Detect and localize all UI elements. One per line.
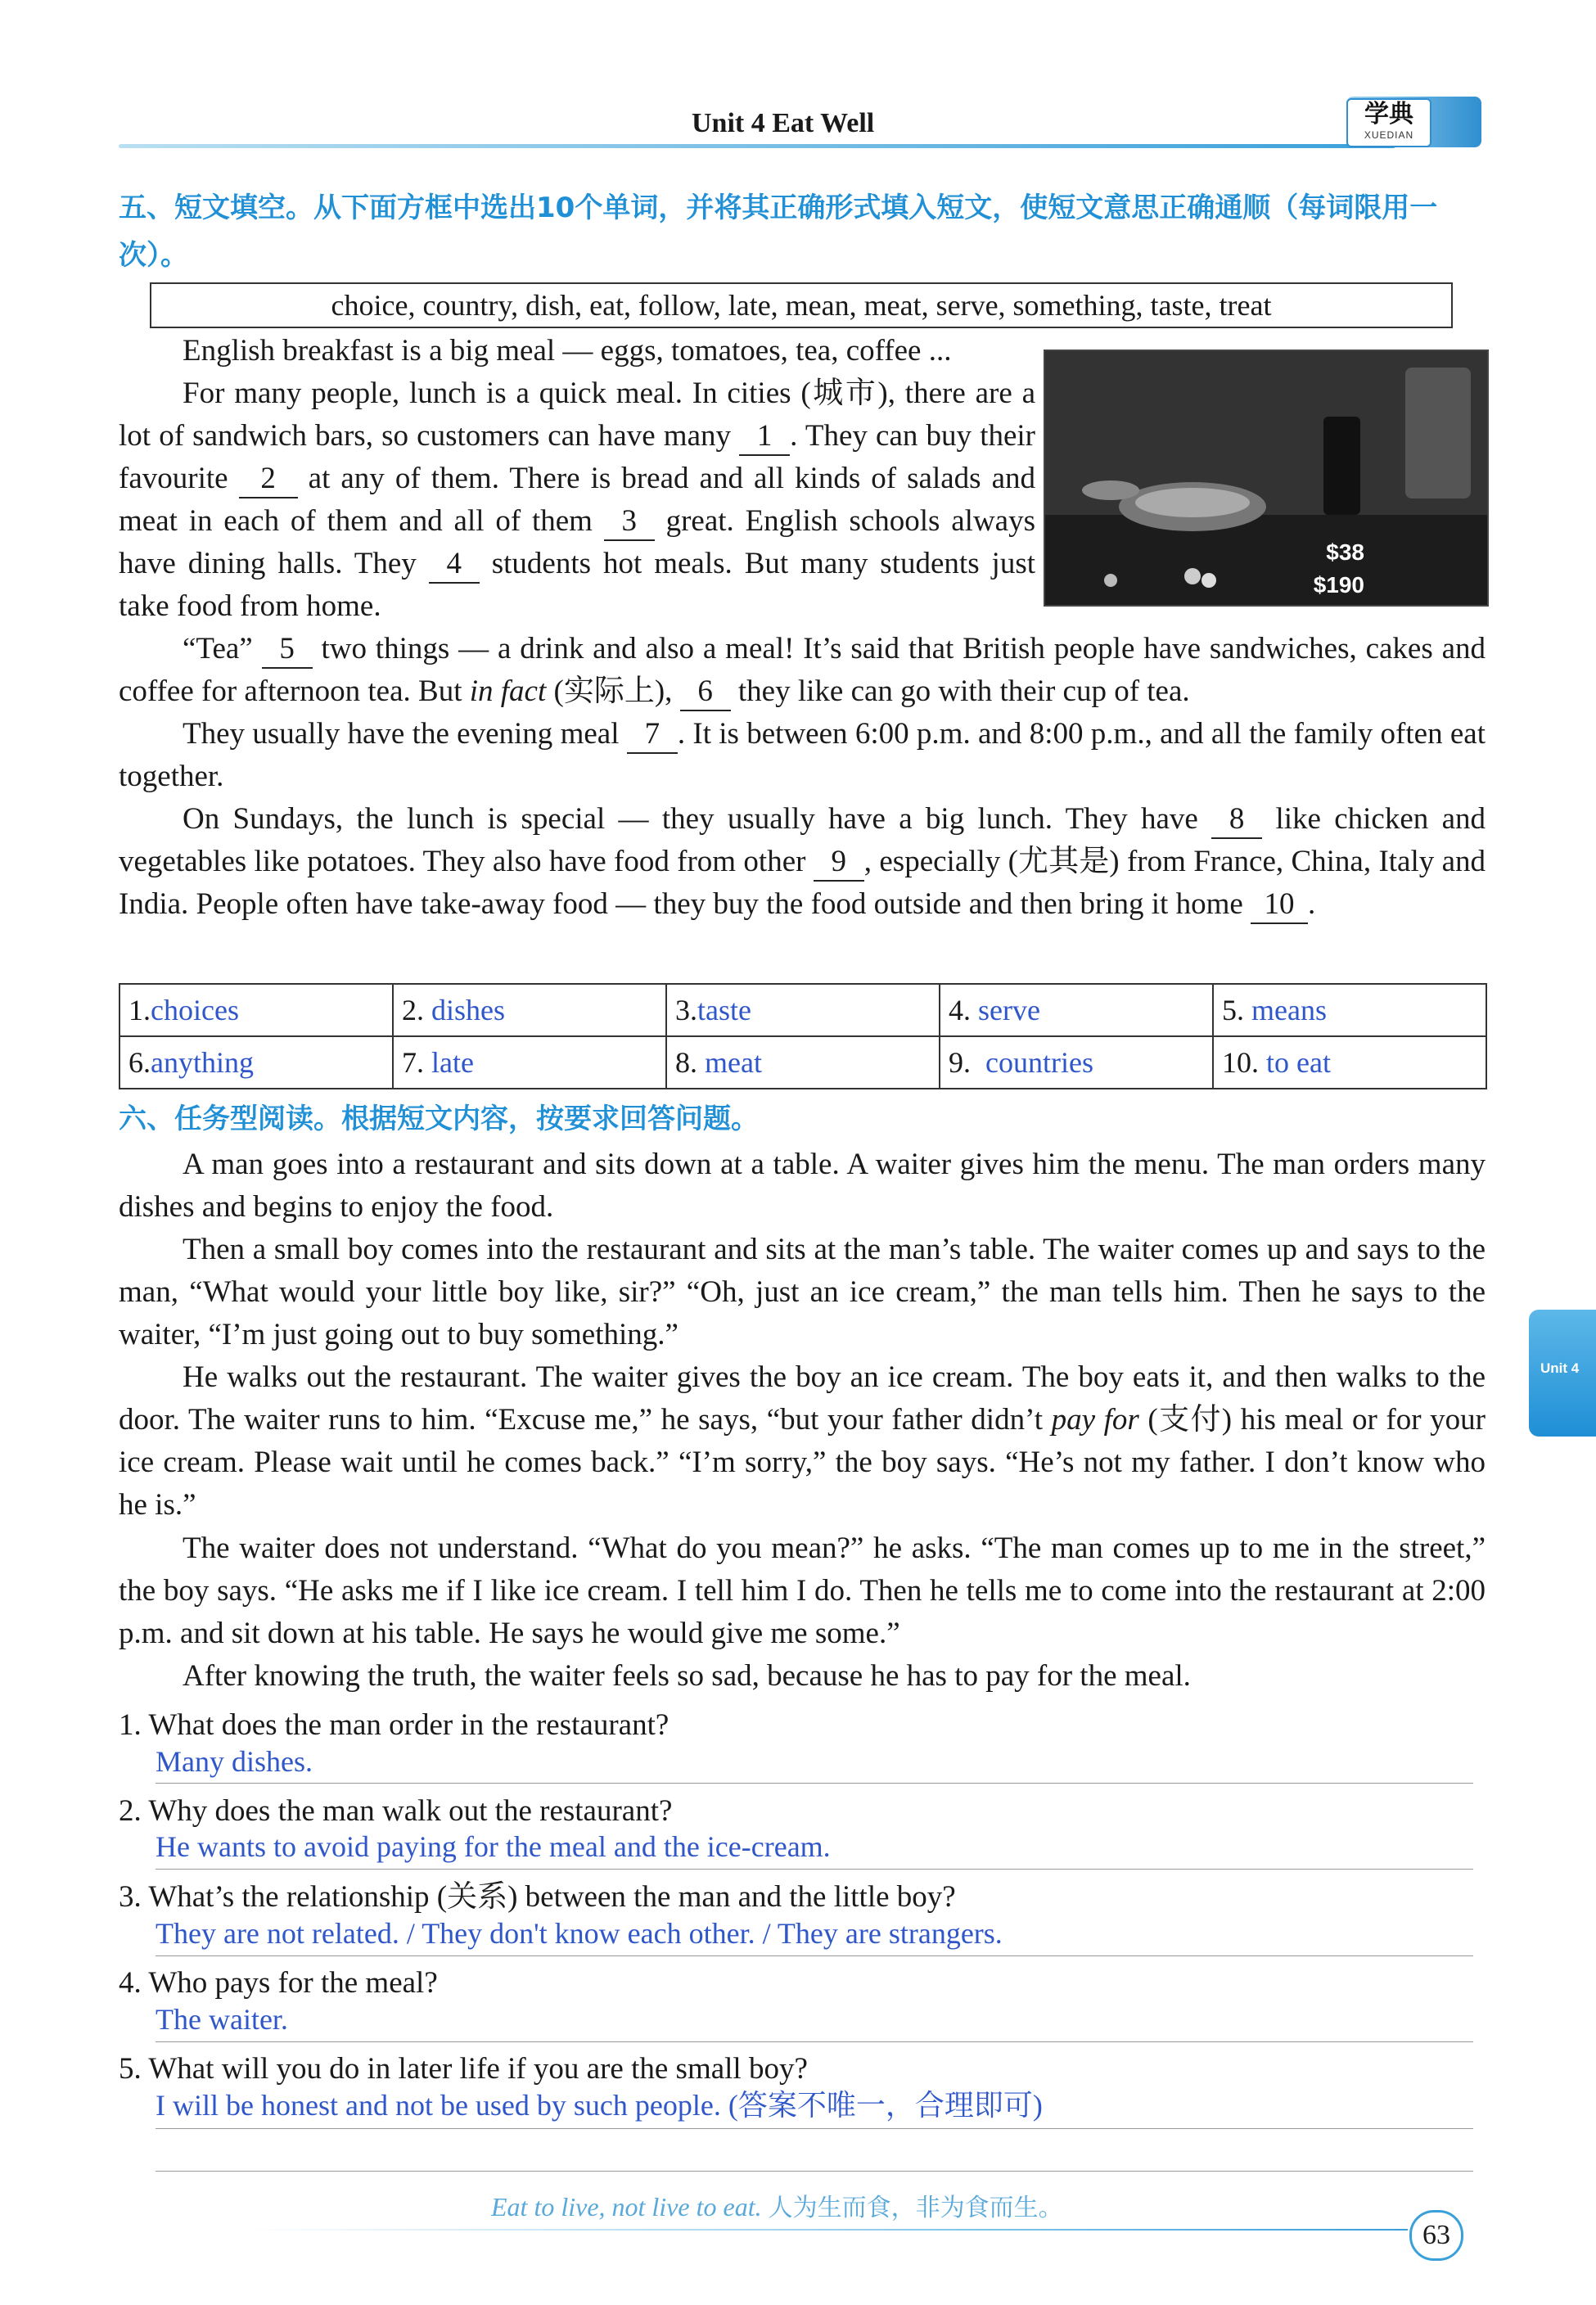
para-text: . They can buy their favourite xyxy=(119,419,1035,495)
answer-line xyxy=(156,1955,1473,1956)
blank-2: 2 xyxy=(239,461,298,498)
answer-text: countries xyxy=(985,1046,1093,1079)
para-text: . It is between 6:00 p.m. and 8:00 p.m., and all the family often eat together. xyxy=(119,717,1486,793)
side-tab-label: Unit 4 xyxy=(1540,1360,1580,1376)
para-text: Then a small boy comes into the restaurant and sits at the man’s table. The waiter comes up and says to the man, “What would your little boy like, sir?” “Oh, just an ice cream,” the man tells him. Then he says to the waiter, “I’m just going out to buy something.” xyxy=(119,1233,1486,1351)
word-box: choice, country, dish, eat, follow, late, mean, meat, serve, something, taste, treat xyxy=(150,282,1453,328)
passage5-para1 xyxy=(119,330,1035,372)
answer-line xyxy=(156,2171,1473,2172)
answer-row xyxy=(119,984,1486,1036)
answer-text: dishes xyxy=(431,994,505,1026)
passage6-para5 xyxy=(119,1655,1486,1698)
price-label-1: $38 xyxy=(1326,539,1364,565)
answer-text: means xyxy=(1251,994,1327,1026)
answer-cell xyxy=(119,1036,393,1089)
publisher-logo xyxy=(1346,98,1431,147)
answer-row xyxy=(119,1036,1486,1089)
answer-num: 7. xyxy=(402,1046,424,1079)
sandwich-bar-photo xyxy=(1044,350,1489,607)
para-text: they like can go with their cup of tea. xyxy=(737,674,1190,708)
answer-text: taste xyxy=(697,994,751,1026)
logo-text-en: XUEDIAN xyxy=(1364,129,1414,141)
section6-title: 六、任务型阅读。根据短文内容，按要求回答问题。 xyxy=(119,1103,759,1135)
para-text: For many people, lunch is a quick meal. In cities (城市), there are a lot of sandwich bars, so customers can have many xyxy=(119,377,1035,453)
answer-line xyxy=(156,2128,1473,2129)
answer-num: 6. xyxy=(128,1046,151,1079)
italic-phrase: in fact xyxy=(469,674,547,708)
question-5: 5. What will you do in later life if you are the small boy? xyxy=(119,2052,808,2086)
answer-text: to eat xyxy=(1266,1046,1331,1079)
passage5-para3 xyxy=(119,628,1486,713)
para-text: (实际上), xyxy=(553,674,673,708)
answer-num: 4. xyxy=(949,994,971,1026)
para-text: like chicken and vegetables like potatoes. They also have food from other xyxy=(119,802,1486,878)
para-text: great. English schools always have dining halls. They xyxy=(119,504,1036,580)
question-3: 3. What’s the relationship (关系) between the man and the little boy? xyxy=(119,1880,956,1914)
unit-title: Unit 4 Eat Well xyxy=(692,108,875,138)
page-number: 63 xyxy=(1409,2210,1463,2261)
para-text: . xyxy=(1308,887,1316,921)
section5-title: 五、短文填空。从下面方框中选出10个单词，并将其正确形式填入短文，使短文意思正确通顺（每词限用一次）。 xyxy=(119,192,1438,272)
question-4: 4. Who pays for the meal? xyxy=(119,1966,438,2000)
answer-cell xyxy=(666,984,940,1036)
header-divider xyxy=(119,144,1395,148)
answer-4: The waiter. xyxy=(156,2003,288,2036)
food-illustration xyxy=(1045,351,1487,605)
answer-cell xyxy=(1213,984,1486,1036)
question-1: 1. What does the man order in the restaurant? xyxy=(119,1708,670,1742)
answer-num: 8. xyxy=(675,1046,697,1079)
passage5-para4 xyxy=(119,713,1486,798)
para-text: After knowing the truth, the waiter feels so sad, because he has to pay for the meal. xyxy=(183,1659,1191,1693)
blank-7: 7 xyxy=(627,716,678,754)
blank-9: 9 xyxy=(814,844,864,882)
answer-5: I will be honest and not be used by such people. (答案不唯一，合理即可) xyxy=(156,2089,1043,2122)
logo-text-cn: 学典 xyxy=(1364,101,1413,128)
answer-line xyxy=(156,1869,1473,1870)
footer-motto xyxy=(491,2187,1063,2223)
motto-cn: 人为生而食，非为食而生。 xyxy=(768,2194,1063,2222)
passage6-para3 xyxy=(119,1356,1486,1527)
blank-10: 10 xyxy=(1251,886,1308,924)
para-text: He walks out the restaurant. The waiter gives the boy an ice cream. The boy eats it, and then walks to the door. The waiter runs to him. “Excuse me,” he says, “but your father didn’t xyxy=(119,1360,1486,1437)
passage6-para2 xyxy=(119,1229,1486,1356)
answer-cell xyxy=(940,1036,1213,1089)
answer-cell xyxy=(393,1036,666,1089)
para-text: A man goes into a restaurant and sits down at a table. A waiter gives him the menu. The man orders many dishes and begins to enjoy the food. xyxy=(119,1148,1486,1224)
para-text: English breakfast is a big meal — eggs, tomatoes, tea, coffee ... xyxy=(183,334,952,368)
answer-text: meat xyxy=(705,1046,762,1079)
answer-line xyxy=(156,2041,1473,2042)
blank-5: 5 xyxy=(262,631,313,669)
answer-1: Many dishes. xyxy=(156,1745,313,1778)
passage6-para1 xyxy=(119,1143,1486,1229)
answer-cell xyxy=(393,984,666,1036)
answer-num: 5. xyxy=(1222,994,1244,1026)
answer-cell xyxy=(666,1036,940,1089)
answer-text: serve xyxy=(978,994,1040,1026)
answer-num: 3. xyxy=(675,994,697,1026)
blank-1: 1 xyxy=(739,418,790,456)
answer-table xyxy=(119,983,1487,1089)
italic-phrase: pay for xyxy=(1051,1403,1139,1437)
answer-num: 2. xyxy=(402,994,424,1026)
blank-6: 6 xyxy=(680,674,731,711)
answer-cell xyxy=(1213,1036,1486,1089)
para-text: , especially (尤其是) from France, China, Italy and India. People often have take-away food — they buy the food outside and then bring it home xyxy=(119,845,1486,921)
page-header xyxy=(119,98,1481,156)
price-label-2: $190 xyxy=(1313,572,1364,598)
para-text: students hot meals. But many students just take food from home. xyxy=(119,547,1036,623)
answer-3: They are not related. / They don't know each other. / They are strangers. xyxy=(156,1917,1003,1950)
motto-en: Eat to live, not live to eat. xyxy=(491,2192,762,2222)
passage5-para2 xyxy=(119,372,1035,628)
para-text: two things — a drink and also a meal! It’s said that British people have sandwiches, cakes and coffee for afternoon tea. But xyxy=(119,632,1486,708)
blank-4: 4 xyxy=(429,546,480,584)
para-text: The waiter does not understand. “What do you mean?” he asks. “The man comes up to me in the street,” the boy says. “He asks me if I like ice cream. I tell him I do. Then he tells me to come into the restaurant at 2:00 p.m. and sit down at his table. He says he would give me some.” xyxy=(119,1531,1486,1650)
answer-line xyxy=(156,1783,1473,1784)
answer-num: 9. xyxy=(949,1046,971,1079)
footer-divider xyxy=(246,2229,1408,2231)
answer-2: He wants to avoid paying for the meal and the ice-cream. xyxy=(156,1830,831,1863)
unit-side-tab xyxy=(1529,1310,1596,1437)
para-text: “Tea” xyxy=(183,632,253,665)
answer-num: 1. xyxy=(128,994,151,1026)
passage6-para4 xyxy=(119,1527,1486,1655)
answer-text: anything xyxy=(151,1046,254,1079)
answer-cell xyxy=(119,984,393,1036)
question-2: 2. Why does the man walk out the restaurant? xyxy=(119,1794,673,1828)
para-text: They usually have the evening meal xyxy=(183,717,620,751)
blank-3: 3 xyxy=(604,503,655,541)
blank-8: 8 xyxy=(1211,801,1262,839)
answer-text: late xyxy=(431,1046,474,1079)
answer-num: 10. xyxy=(1222,1046,1259,1079)
para-text: (支付) his meal or for your ice cream. Please wait until he comes back.” “I’m sorry,” the boy says. “He’s not my father. I don’t know who he is.” xyxy=(119,1403,1486,1522)
passage5-para5 xyxy=(119,798,1486,926)
para-text: On Sundays, the lunch is special — they usually have a big lunch. They have xyxy=(183,802,1198,836)
answer-cell xyxy=(940,984,1213,1036)
para-text: at any of them. There is bread and all kinds of salads and meat in each of them and all of them xyxy=(119,462,1036,538)
answer-text: choices xyxy=(151,994,239,1026)
